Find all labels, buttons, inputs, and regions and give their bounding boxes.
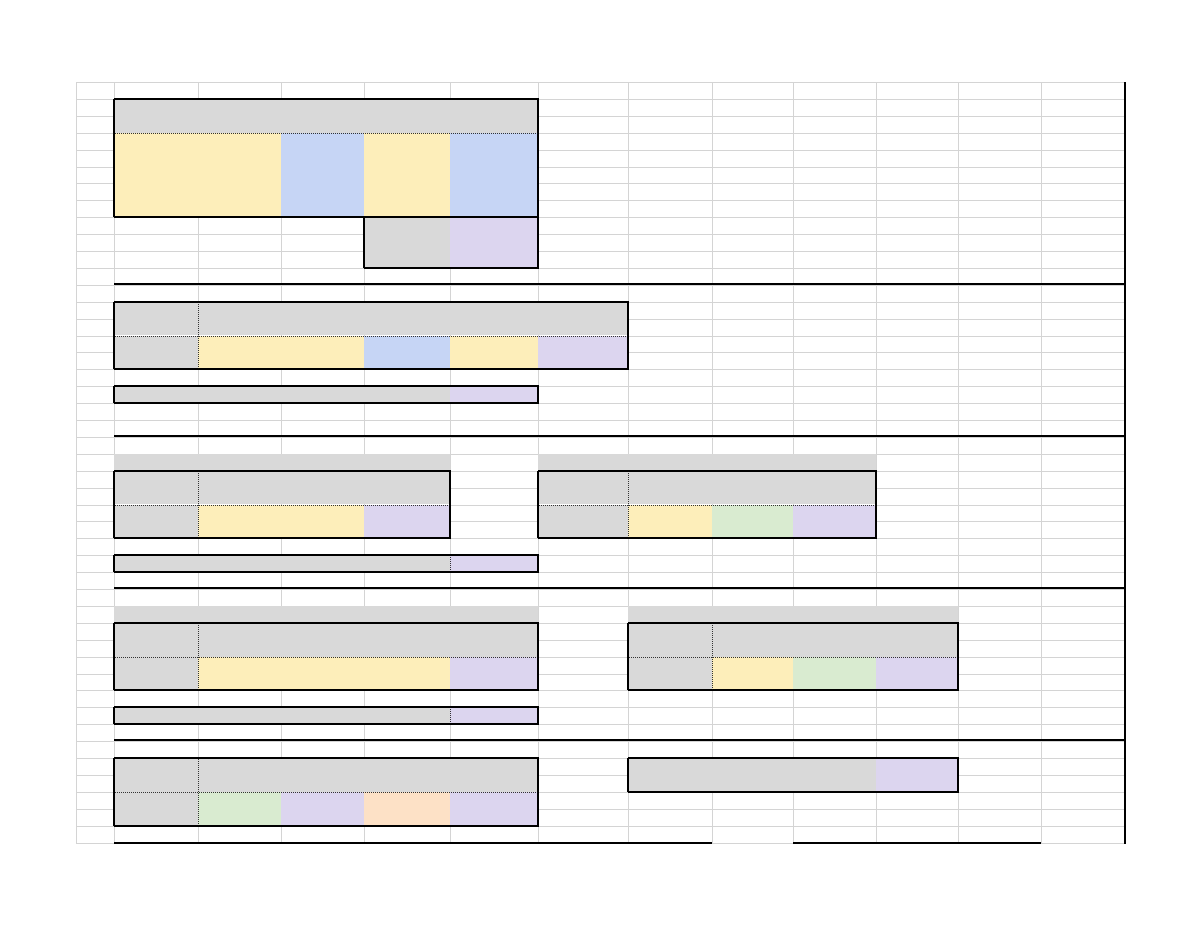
- part4-value[interactable]: [281, 657, 364, 674]
- part3-value[interactable]: [628, 505, 712, 522]
- dotted-rule: [450, 555, 451, 572]
- part4-header: [198, 623, 281, 640]
- part2-table-border: [627, 302, 629, 370]
- part1-header: [198, 99, 281, 116]
- part1-value[interactable]: [364, 133, 450, 150]
- part3-question-border: [114, 571, 539, 573]
- part1-summary-value: [450, 218, 538, 235]
- dotted-rule: [114, 336, 628, 337]
- part2-table-border: [114, 301, 629, 303]
- part5-question-border: [628, 791, 959, 793]
- part4-right-border: [628, 689, 959, 691]
- answer-fill: [450, 707, 538, 724]
- gridline: [958, 82, 959, 843]
- part5-header: [198, 759, 281, 776]
- part5-unit-label: [114, 775, 198, 792]
- section-divider: [114, 435, 1126, 437]
- part5-value[interactable]: [364, 792, 450, 809]
- dotted-rule: [628, 657, 958, 658]
- gridline: [76, 251, 1124, 252]
- dotted-rule: [114, 657, 538, 658]
- part3-right-border: [538, 470, 877, 472]
- gridline: [76, 285, 1124, 286]
- section-divider: [114, 842, 712, 844]
- part2-header: [450, 302, 538, 319]
- part1-header: [281, 99, 364, 116]
- part2-value[interactable]: [281, 336, 364, 353]
- gridline: [76, 234, 1124, 235]
- part3-right-border: [875, 471, 877, 539]
- part3-value[interactable]: [712, 505, 793, 522]
- part3-header: [712, 471, 793, 488]
- part1-summary-border: [364, 267, 539, 269]
- part1-value[interactable]: [364, 150, 450, 167]
- part2-header: [364, 302, 450, 319]
- part1-value[interactable]: [450, 184, 538, 201]
- part4-header: [628, 623, 712, 640]
- part2-value[interactable]: [364, 336, 450, 353]
- dotted-rule: [198, 471, 199, 539]
- part2-header: [538, 302, 628, 319]
- dotted-rule: [114, 133, 538, 134]
- part4-unit: [876, 640, 958, 657]
- part1-header: [114, 99, 198, 116]
- part4-value[interactable]: [876, 657, 958, 674]
- part4-value[interactable]: [450, 657, 538, 674]
- gridline: [876, 82, 877, 843]
- part1-summary-value: [450, 235, 538, 252]
- part1-value[interactable]: [281, 184, 364, 201]
- part2-header: [114, 302, 198, 319]
- part2-question-border: [537, 386, 539, 403]
- part4-header: [793, 623, 876, 640]
- part3-question-border: [113, 555, 115, 572]
- part1-value[interactable]: [281, 150, 364, 167]
- part4-value[interactable]: [198, 657, 281, 674]
- part3-left-border: [113, 471, 115, 539]
- part2-question-border: [114, 385, 539, 387]
- part5-header: [281, 759, 364, 776]
- part3-header: [281, 471, 364, 488]
- part3-value[interactable]: [793, 505, 876, 522]
- part1-value[interactable]: [450, 150, 538, 167]
- dotted-rule: [450, 707, 451, 724]
- part5-question-border: [628, 757, 959, 759]
- part4-unit: [712, 640, 793, 657]
- dotted-rule: [198, 758, 199, 826]
- dotted-rule: [712, 623, 713, 691]
- part4-left-border: [114, 622, 539, 624]
- part5-value[interactable]: [281, 792, 364, 809]
- part5-question-border: [627, 758, 629, 792]
- part1-value[interactable]: [364, 167, 450, 184]
- row-label: [538, 505, 628, 522]
- part1-unit: [364, 116, 450, 133]
- part3-unit-label: [114, 488, 198, 505]
- part1-value[interactable]: [281, 133, 364, 150]
- part4-right-border: [957, 623, 959, 691]
- part4-value[interactable]: [793, 657, 876, 674]
- part3-question-border: [537, 555, 539, 572]
- gridline: [76, 589, 1124, 590]
- part3-header: [793, 471, 876, 488]
- part1-table-border: [114, 98, 539, 100]
- part5-header: [364, 759, 450, 776]
- part2-table-border: [113, 302, 115, 370]
- part5-question-border: [957, 758, 959, 792]
- part3-left-border: [114, 537, 451, 539]
- row-label: [114, 505, 198, 522]
- part3-title: [114, 437, 198, 454]
- gridline: [76, 437, 1124, 438]
- part1-value[interactable]: [114, 167, 198, 184]
- part1-table-border: [113, 99, 115, 217]
- part5-header: [450, 759, 538, 776]
- part1-header: [364, 99, 450, 116]
- part4-header: [364, 623, 450, 640]
- part3-header: [364, 471, 450, 488]
- part1-value[interactable]: [450, 133, 538, 150]
- part1-value[interactable]: [281, 167, 364, 184]
- part2-question-border: [113, 386, 115, 403]
- part1-value[interactable]: [114, 184, 198, 201]
- part4-question-border: [114, 723, 539, 725]
- part5-table-border: [537, 758, 539, 826]
- part1-value[interactable]: [198, 184, 281, 201]
- row-label: [114, 657, 198, 674]
- section-divider: [114, 587, 1126, 589]
- part2-question-border: [114, 402, 539, 404]
- part1-header: [450, 99, 538, 116]
- part4-question-border: [537, 707, 539, 724]
- row-label: [114, 792, 198, 809]
- gridline: [76, 268, 1124, 269]
- part1-unit: [114, 116, 198, 133]
- part3-right-border: [538, 537, 877, 539]
- part1-value[interactable]: [198, 133, 281, 150]
- part4-header: [712, 623, 793, 640]
- answer-fill: [450, 555, 538, 572]
- part4-header: [281, 623, 364, 640]
- part1-unit: [198, 116, 281, 133]
- part4-header: [450, 623, 538, 640]
- part2-table-border: [114, 368, 629, 370]
- part5-table-border: [113, 758, 115, 826]
- part4-right-border: [627, 623, 629, 691]
- gridline: [76, 82, 77, 843]
- part4-value[interactable]: [364, 657, 450, 674]
- part3-header: [198, 471, 281, 488]
- part5-value[interactable]: [198, 792, 281, 809]
- part1-unit: [450, 116, 538, 133]
- part3-value[interactable]: [281, 505, 364, 522]
- part3-question-border: [114, 554, 539, 556]
- answer-fill: [876, 758, 958, 792]
- part1-value[interactable]: [198, 150, 281, 167]
- part5-question: [628, 774, 876, 791]
- part2-value[interactable]: [538, 336, 628, 353]
- part1-value[interactable]: [450, 167, 538, 184]
- dotted-rule: [198, 302, 199, 370]
- part1-table-border: [537, 99, 539, 217]
- part1-summary-border: [364, 216, 539, 218]
- part1-summary-label: [364, 218, 450, 235]
- part4-unit: [793, 640, 876, 657]
- section-divider: [793, 842, 1041, 844]
- part4-question-border: [114, 706, 539, 708]
- part5-header: [114, 759, 198, 776]
- part1-summary-border: [363, 217, 365, 268]
- part3-right-border: [537, 471, 539, 539]
- part4-left-border: [113, 623, 115, 691]
- part3-value[interactable]: [364, 505, 450, 522]
- dotted-rule: [114, 505, 450, 506]
- part4-left-border: [114, 689, 539, 691]
- part1-summary-label: [364, 235, 450, 252]
- part1-value[interactable]: [198, 167, 281, 184]
- gridline: [1041, 82, 1042, 843]
- part2-header: [281, 302, 364, 319]
- gridline: [76, 82, 1124, 83]
- gridline: [76, 741, 1124, 742]
- part2-value[interactable]: [198, 336, 281, 353]
- part5-table-border: [114, 757, 539, 759]
- part4-value[interactable]: [712, 657, 793, 674]
- part4-unit-label: [114, 640, 198, 657]
- section-divider: [114, 283, 1126, 285]
- part3-left-border: [114, 470, 451, 472]
- dotted-rule: [114, 792, 538, 793]
- part3-header: [628, 471, 712, 488]
- part3-header: [538, 471, 628, 488]
- dotted-rule: [538, 505, 876, 506]
- right-border: [1124, 82, 1126, 844]
- part4-title: [114, 590, 198, 607]
- section-divider: [114, 739, 1126, 741]
- part1-unit: [281, 116, 364, 133]
- part1-value[interactable]: [114, 150, 198, 167]
- part4-right-border: [628, 622, 959, 624]
- part2-unit-label: [114, 319, 198, 336]
- gridline: [76, 420, 1124, 421]
- part2-value[interactable]: [450, 336, 538, 353]
- part1-value[interactable]: [114, 133, 198, 150]
- part3-value[interactable]: [198, 505, 281, 522]
- part4-question-border: [113, 707, 115, 724]
- row-label: [628, 657, 712, 674]
- dotted-rule: [198, 623, 199, 691]
- part1-summary-border: [537, 217, 539, 268]
- part1-value[interactable]: [364, 184, 450, 201]
- part2-header: [198, 302, 281, 319]
- part3-left-border: [449, 471, 451, 539]
- part5-table-border: [114, 825, 539, 827]
- part4-header: [876, 623, 958, 640]
- part3-unit-label: [538, 488, 628, 505]
- part3-header: [114, 471, 198, 488]
- part4-unit: [628, 640, 712, 657]
- part4-header: [114, 623, 198, 640]
- part4-left-border: [537, 623, 539, 691]
- dotted-rule: [628, 471, 629, 539]
- row-label: [114, 336, 198, 353]
- part5-value[interactable]: [450, 792, 538, 809]
